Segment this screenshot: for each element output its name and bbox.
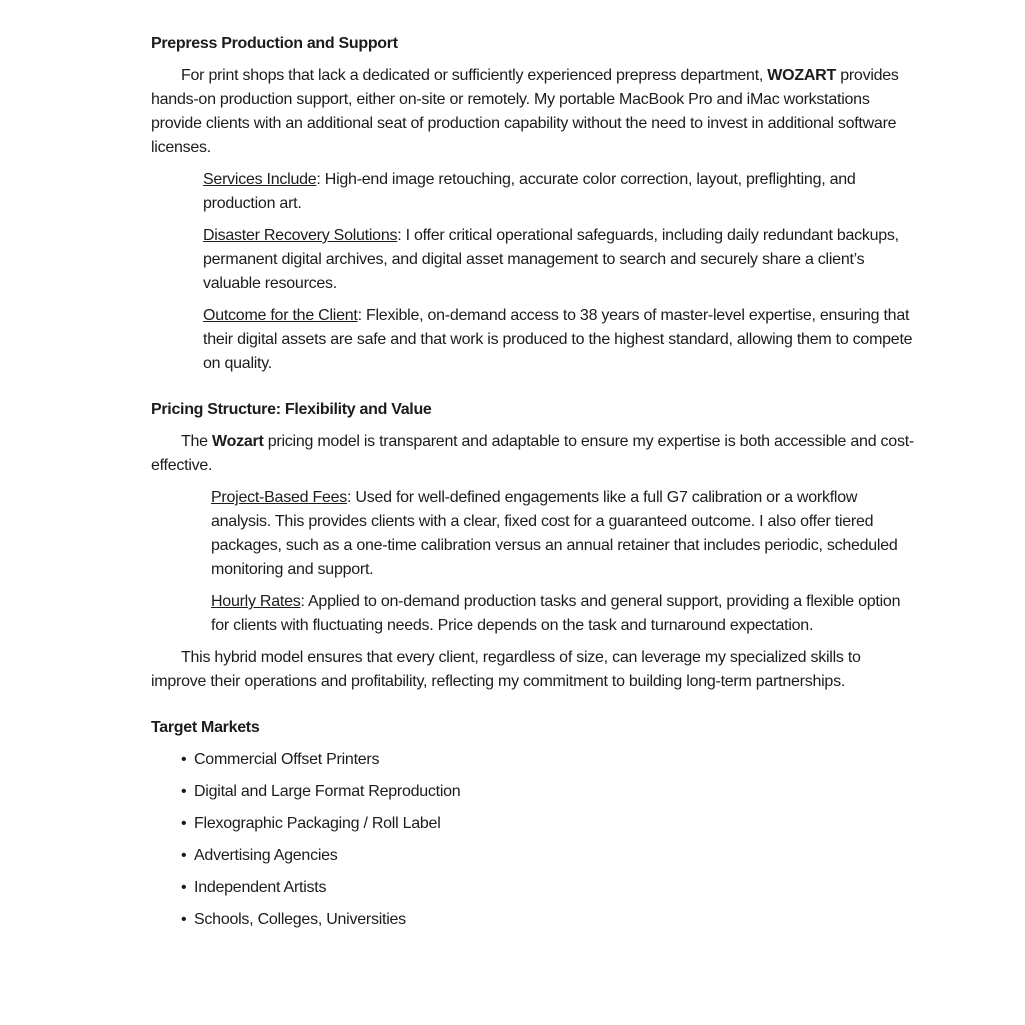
pricing-intro bbox=[151, 430, 915, 478]
market-label: Digital and Large Format Reproduction bbox=[194, 783, 461, 800]
service-term: Outcome for the Client bbox=[203, 307, 358, 324]
service-item bbox=[203, 224, 915, 296]
pricing-intro-post: pricing model is transparent and adaptable to ensure my expertise is both accessible and cost-effective. bbox=[151, 433, 914, 474]
brand-name: WOZART bbox=[767, 67, 836, 84]
brand-name: Wozart bbox=[212, 433, 264, 450]
market-label: Schools, Colleges, Universities bbox=[194, 911, 406, 928]
markets-heading: Target Markets bbox=[151, 719, 260, 736]
prepress-heading: Prepress Production and Support bbox=[151, 35, 398, 52]
list-item bbox=[181, 876, 915, 900]
service-term: Services Include bbox=[203, 171, 317, 188]
pricing-term: Project-Based Fees bbox=[211, 489, 348, 506]
prepress-intro bbox=[151, 64, 915, 160]
bullet-icon: • bbox=[181, 783, 187, 800]
list-item bbox=[181, 780, 915, 804]
service-term: Disaster Recovery Solutions bbox=[203, 227, 398, 244]
pricing-text: : Used for well-defined engagements like a full G7 calibration or a workflow analysis. This provides clients with a clear, fixed cost for a guaranteed outcome. I also offer tiered packages, such as a one-time calibration versus an annual retainer that includes periodic, scheduled monitoring and support. bbox=[211, 489, 898, 578]
pricing-text: : Applied to on-demand production tasks and general support, providing a flexible option for clients with fluctuating needs. Price depends on the task and turnaround expectation. bbox=[211, 593, 901, 634]
market-label: Independent Artists bbox=[194, 879, 327, 896]
bullet-icon: • bbox=[181, 911, 187, 928]
service-text: : I offer critical operational safeguards, including daily redundant backups, permanent digital archives, and digital asset management to search and securely share a client’s valuable resources. bbox=[203, 227, 899, 292]
market-label: Advertising Agencies bbox=[194, 847, 338, 864]
service-item bbox=[203, 304, 915, 376]
pricing-heading: Pricing Structure: Flexibility and Value bbox=[151, 401, 432, 418]
markets-list bbox=[151, 748, 915, 932]
pricing-intro-pre: The bbox=[181, 433, 213, 450]
service-text: : High-end image retouching, accurate color correction, layout, preflighting, and production art. bbox=[203, 171, 856, 212]
prepress-intro-text-2: provides hands-on production support, either on-site or remotely. My portable MacBook Pro and iMac workstations provide clients with an additional seat of production capability without the need to invest in additional software licenses. bbox=[151, 67, 899, 156]
pricing-item bbox=[211, 486, 915, 582]
pricing-closing: This hybrid model ensures that every client, regardless of size, can leverage my specialized skills to improve their operations and profitability, reflecting my commitment to building long-term partnerships. bbox=[151, 649, 861, 690]
pricing-item bbox=[211, 590, 915, 638]
bullet-icon: • bbox=[181, 879, 187, 896]
bullet-icon: • bbox=[181, 815, 187, 832]
bullet-icon: • bbox=[181, 847, 187, 864]
pricing-section bbox=[151, 398, 915, 694]
list-item bbox=[181, 748, 915, 772]
service-item bbox=[203, 168, 915, 216]
list-item bbox=[181, 812, 915, 836]
prepress-section bbox=[151, 32, 915, 376]
markets-section bbox=[151, 716, 915, 932]
list-item bbox=[181, 908, 915, 932]
service-text: : Flexible, on-demand access to 38 years of master-level expertise, ensuring that their digital assets are safe and that work is produced to the highest standard, allowing them to compete on quality. bbox=[203, 307, 913, 372]
pricing-term: Hourly Rates bbox=[211, 593, 301, 610]
market-label: Commercial Offset Printers bbox=[194, 751, 380, 768]
list-item bbox=[181, 844, 915, 868]
market-label: Flexographic Packaging / Roll Label bbox=[194, 815, 441, 832]
prepress-intro-text-1: For print shops that lack a dedicated or sufficiently experienced prepress department, bbox=[181, 67, 764, 84]
bullet-icon: • bbox=[181, 751, 187, 768]
